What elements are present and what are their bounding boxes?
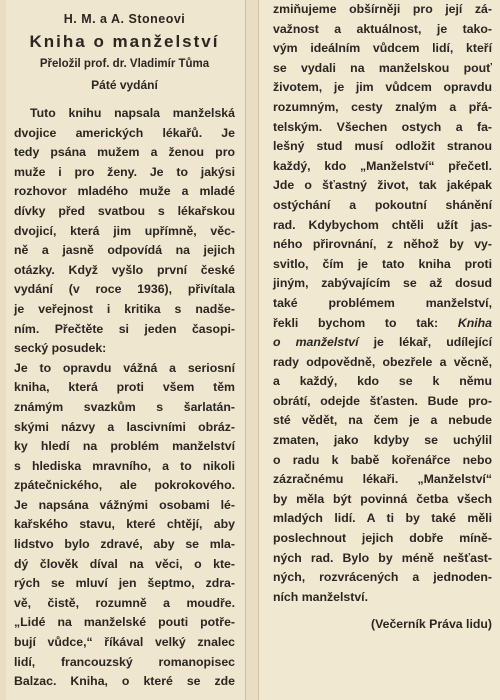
text-line: Jde o šťastný život, tak jaképak [273,178,492,193]
text-line: a každý, kdo se k němu [273,374,492,389]
text-line: ných rad. Bylo by méně nešťast- [273,550,492,565]
text-line: „Lidé na manželské pouti potře- [14,615,235,630]
text-line: vým ideálním vůdcem lidí, kteří [273,41,492,56]
text-line: ně a jasně odpovídá na jejich [14,243,235,258]
text-line: Balzac. Kniha, o které se zde [14,674,235,689]
text-line: také problémem manželství, [273,295,492,310]
text-line: životem, je jim vůdcem opravdu [273,80,492,95]
text-line: zmaten, jako kdyby se uchýlil [273,433,492,448]
text-line: každý, kdo „Manželství“ přečetl. [273,158,492,173]
text-line: ostýchání a pokoutní shánění [273,197,492,212]
book-translator: Přeložil prof. dr. Vladimír Tůma [39,58,210,70]
text-line: telským. Všechen ostych a fa- [273,119,492,134]
text-line: zpátečnického, ale pokrokového. [14,478,235,493]
book-edition: Páté vydání [91,78,158,92]
text-line: ních manželství. [273,589,368,604]
text-line: svitlo, čím je tato kniha proti [273,256,492,271]
text-line: tedy psána mužem a ženou pro [14,145,235,160]
text-line: bují vůdce,“ říkával velký znalec [14,635,235,650]
text-line: rozhovor mladého muže a mladé [14,184,235,199]
text-line: ných, rozvrácených a jednoden- [273,570,492,585]
text-line: važnost a aktuálnost, je tako- [273,21,492,36]
text-line: lešný stud musí odložit stranou [273,139,492,154]
text-fragment: řekli bychom to tak: [273,315,439,330]
text-line: s hlediska mravního, a to nikoli [14,458,235,473]
left-body-text [14,104,235,692]
text-line: o radu k babě kořenářce nebo [273,452,492,467]
book-title-emphasis: Kniha [457,315,492,330]
right-body-text [273,0,492,635]
text-line: by měla být povinná četba všech [273,491,492,506]
text-line: Je napsána vážnými osobami lé- [14,497,235,512]
text-line: poslechnout jejich dobře míně- [273,531,492,546]
text-line: muže i pro ženy. Je to jakýsi [14,164,235,179]
left-column [6,0,246,700]
text-fragment: je lékař, udílející [373,335,492,350]
text-line: rozumným, cesty znalým a přá- [273,99,492,114]
text-line: lidí, francouzský romanopisec [14,654,235,669]
text-line: vydání (v roce 1936), přivítala [14,282,235,297]
book-authors: H. M. a A. Stoneovi [63,12,186,26]
text-line: Tuto knihu napsala manželská [30,106,235,120]
right-column [258,0,500,700]
book-title-emphasis: o manželství [273,335,359,350]
text-line: kniha, která proti všem těm [14,380,235,395]
text-line: dvojicí, která jim upřímně, věc- [14,223,235,238]
text-line: dívky před svatbou s lékařskou [14,203,235,218]
text-line: ného přirovnání, z něhož by vy- [273,237,492,252]
text-line-with-emphasis [273,314,492,334]
text-line: rad. Kdybychom chtěli užít jas- [273,217,492,232]
text-line: dý člověk díval na věci, o kte- [14,556,235,571]
text-line: rady odpovědně, obezřele a věcně, [273,354,492,369]
book-title: Kniha o manželství [29,32,220,51]
text-line: skými názvy a lascivními obráz- [14,419,235,434]
text-line: kařského stavu, které chtějí, aby [14,517,235,532]
text-line: otázky. Když vyšlo první české [14,262,235,277]
text-line: se vydali na manželskou pouť [273,60,492,75]
text-line: vě, čistě, rozumně a moudře. [14,595,235,610]
text-line: je veřejnost i kritika s nadše- [14,301,235,316]
text-line: zmiňujeme obšírněji pro její zá- [273,2,492,16]
text-line: jiným, zabývajícím se až dosud [273,276,492,291]
text-line: ky hledí na problém manželství [14,439,235,454]
text-line: obrátí, odejde šťasten. Bude pro- [273,393,492,408]
text-line: rých se mluví jen šeptmo, zdra- [14,576,235,591]
text-line-with-emphasis [273,333,492,353]
text-line: ním. Přečtěte si jeden časopi- [14,321,235,336]
text-line: lidstvo bylo zdravé, aby se mla- [14,537,235,552]
text-line: zázračnému lékaři. „Manželství“ [273,472,492,487]
text-line: secký posudek: [14,341,107,356]
text-line: dvojice amerických lékařů. Je [14,125,235,140]
text-line: známým svazkům s šarlatán- [14,399,235,414]
text-line: mladých lidí. A ti by také měli [273,511,492,526]
review-source: (Večerník Práva lidu) [371,617,492,632]
text-line: sté vědět, na čem je a nebude [273,413,492,428]
text-line: Je to opravdu vážná a seriosní [14,360,235,375]
